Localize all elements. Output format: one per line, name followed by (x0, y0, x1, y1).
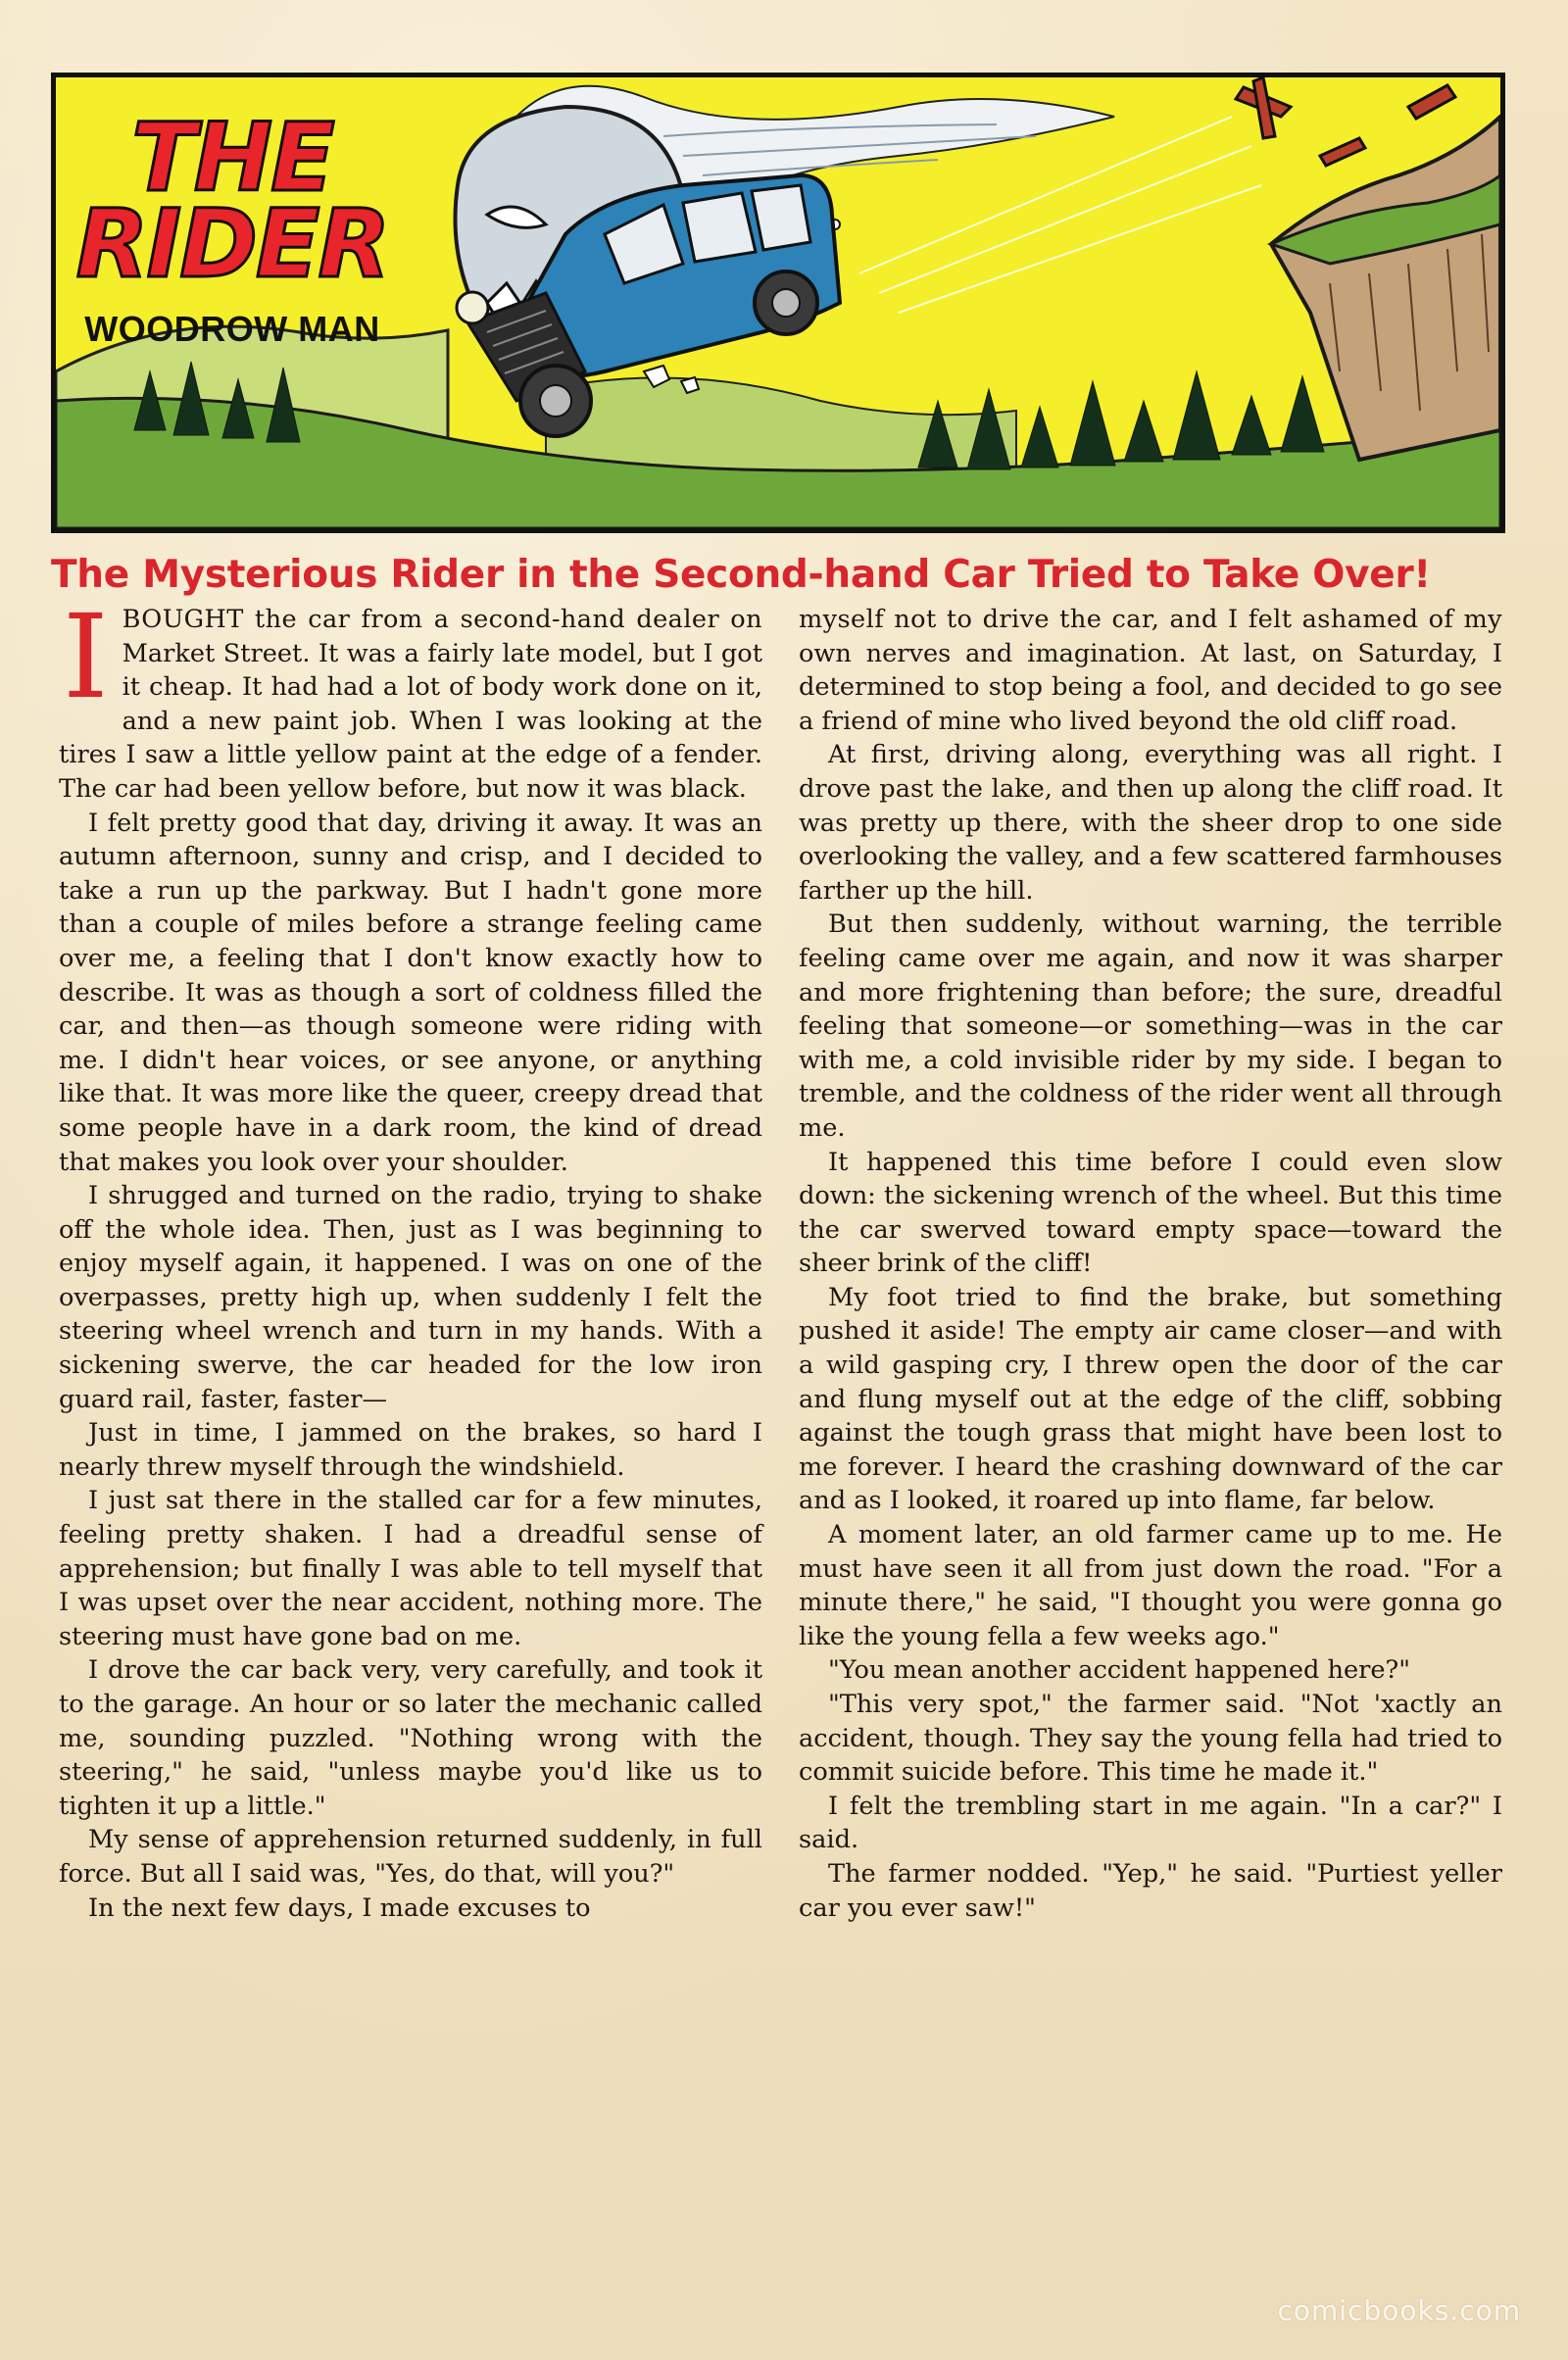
paragraph: I just sat there in the stalled car for a few minutes, feeling pretty shaken. I had a dreadful sense of apprehension; but finally I was able to tell myself that I was upset over the near accident, nothing more. The steering must have gone bad on me. (59, 1486, 762, 1651)
broken-rail (1236, 77, 1455, 166)
left-text-column (59, 589, 762, 1925)
paragraph: The farmer nodded. "Yep," he said. "Purtiest yeller car you ever saw!" (799, 1858, 1502, 1923)
story-title-line2: RIDER (75, 189, 389, 299)
paragraph: "You mean another accident happened here?" (828, 1655, 1411, 1686)
right-text-column (799, 603, 1502, 1925)
paragraph: My foot tried to find the brake, but something pushed it aside! The empty air came closer—and with a wild gasping cry, I threw open the door of the car and flung myself out at the edge of the cliff, sobbing against the tough grass that might have been lost to me forever. I heard the crashing downward of the car and as I looked, it roared up into flame, far below. (799, 1282, 1502, 1516)
title-block (56, 103, 409, 350)
paragraph: I felt the trembling start in me again. "In a car?" I said. (799, 1791, 1502, 1855)
paragraph: I felt pretty good that day, driving it away. It was an autumn afternoon, sunny and crisp, and I decided to take a run up the parkway. But I hadn't gone more than a couple of miles before a strange feeling came over me, a feeling that I don't know exactly how to describe. It was as though a sort of coldness filled the car, and then—as though someone were riding with me. I didn't hear voices, or see anyone, or anything like that. It was more like the queer, creepy dread that some people have in a dark room, the kind of dread that makes you look over your shoulder. (59, 808, 762, 1177)
paragraph: It happened this time before I could even slow down: the sickening wrench of the wheel. But this time the car swerved toward empty space—toward the sheer brink of the cliff! (799, 1147, 1502, 1279)
paragraph: I shrugged and turned on the radio, trying to shake off the whole idea. Then, just as I was beginning to enjoy myself again, it happened. I was on one of the overpasses, pretty high up, when suddenly I felt the steering wheel wrench and turn in my hands. With a sickening swerve, the car headed for the low iron guard rail, faster, faster— (59, 1181, 762, 1414)
paragraph: At first, driving along, everything was all right. I drove past the lake, and then up along the cliff road. It was pretty up there, with the sheer drop to one side overlooking the valley, and a few scattered farmhouses farther up the hill. (799, 740, 1502, 906)
paragraph: In the next few days, I made excuses to (88, 1893, 591, 1923)
paragraph: "This very spot," the farmer said. "Not 'xactly an accident, though. They say the young fella had tried to commit suicide before. This time he made it." (799, 1690, 1502, 1788)
title-panel (51, 73, 1505, 533)
paragraph: myself not to drive the car, and I felt ashamed of my own nerves and imagination. At last, on Saturday, I determined to stop being a fool, and decided to go see a friend of mine who lived beyond the old cliff road. (799, 605, 1502, 736)
author-byline: WOODROW MAN (84, 309, 380, 349)
paragraph: Just in time, I jammed on the brakes, so hard I nearly threw myself through the windshield. (59, 1418, 762, 1482)
story-headline: The Mysterious Rider in the Second-hand Car Tried to Take Over! (51, 553, 1431, 597)
drop-cap: I (63, 589, 109, 724)
paragraph: I drove the car back very, very carefully, and took it to the garage. An hour or so later the mechanic called me, sounding puzzled. "Nothing wrong with the steering," he said, "unless maybe you'd like us to tighten it up a little." (59, 1655, 762, 1821)
paragraph: My sense of apprehension returned suddenly, in full force. But all I said was, "Yes, do that, will you?" (59, 1825, 762, 1889)
paragraph: But then suddenly, without warning, the terrible feeling came over me again, and now it was sharper and more frightening than before; the sure, dreadful feeling that someone—or something—was in the car with me, a cold invisible rider by my side. I began to tremble, and the coldness of the rider went all through me. (799, 910, 1502, 1143)
paragraph: IBOUGHT the car from a second-hand dealer on Market Street. It was a fairly late model, but I got it cheap. It had had a lot of body work done on it, and a new paint job. When I was looking at the tires I saw a little yellow paint at the edge of a fender. The car had been yellow before, but now it was black. (59, 589, 762, 804)
story-title-line1: THE (131, 103, 333, 213)
site-watermark: comicbooks.com (1277, 2294, 1521, 2327)
paragraph: A moment later, an old farmer came up to me. He must have seen it all from just down the road. "For a minute there," he said, "I thought you were gonna go like the young fella a few weeks ago." (799, 1520, 1502, 1651)
